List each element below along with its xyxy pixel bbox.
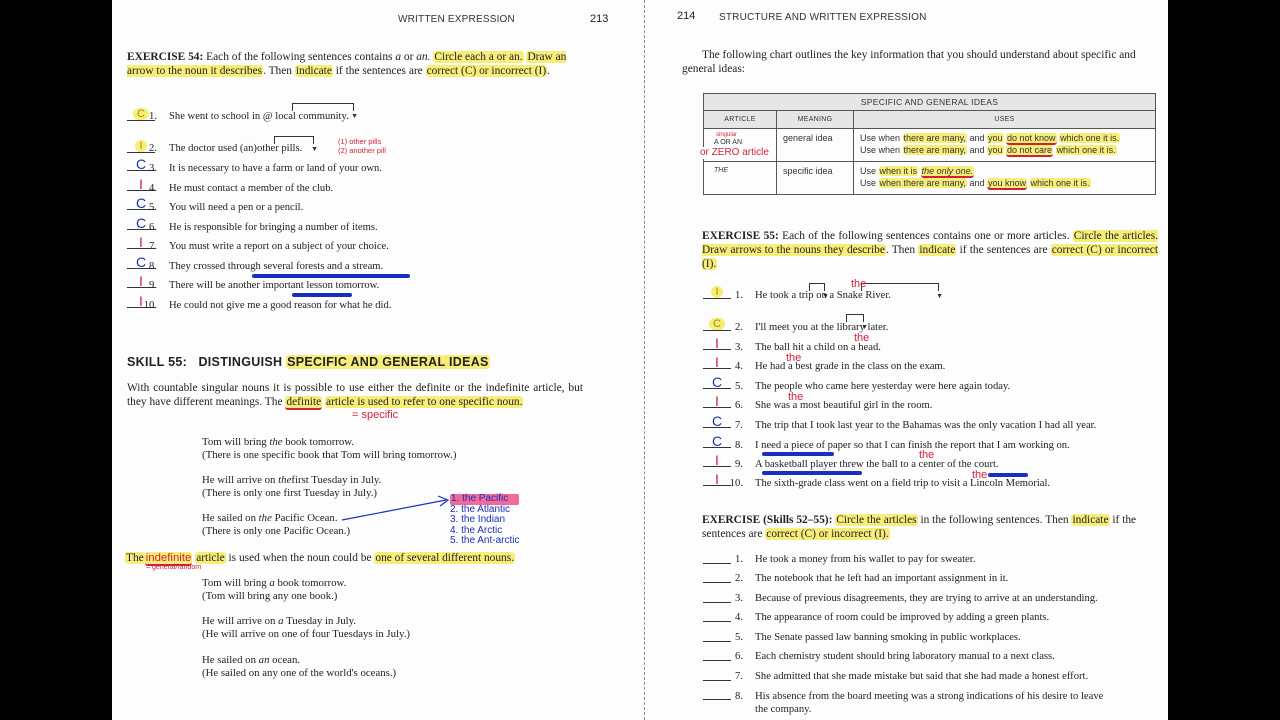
- exercise-item: 6. Each chemistry student should bring laboratory manual to a next class.: [735, 651, 1055, 662]
- example-block: He sailed on an ocean. (He sailed on any one of the world's oceans.): [202, 654, 397, 679]
- answer-blank[interactable]: I: [127, 139, 155, 153]
- correction-note: the: [788, 391, 804, 403]
- highlight: Draw an arrow to the noun it describes: [127, 51, 567, 77]
- blue-arrow-annotation: [252, 274, 410, 278]
- specific-general-chart: [700, 93, 1156, 195]
- answer-blank[interactable]: I: [127, 177, 155, 191]
- chart-cell-meaning: specific idea: [777, 162, 854, 195]
- answer-blank[interactable]: C: [703, 375, 731, 389]
- answer-blank[interactable]: C: [127, 196, 155, 210]
- blue-arrow-annotation: [988, 473, 1028, 477]
- answer-blank[interactable]: I: [127, 294, 155, 308]
- example-block: He sailed on the Pacific Ocean. (There is only one Pacific Ocean.): [202, 512, 351, 537]
- example-block: He will arrive on thefirst Tuesday in July. (There is only one first Tuesday in July.): [202, 474, 382, 499]
- answer-blank[interactable]: I: [703, 336, 731, 350]
- exercise-item: 9. There will be another important lesson tomorrow.: [149, 280, 380, 291]
- right-page: [646, 0, 1168, 720]
- exercise-54-instructions: [127, 51, 585, 79]
- handwritten-note: = general/random: [146, 564, 202, 571]
- correction-note: the: [919, 449, 935, 461]
- example-block: Tom will bring a book tomorrow. (Tom will bring any one book.): [202, 577, 347, 602]
- answer-blank[interactable]: C: [127, 157, 155, 171]
- text: a: [395, 51, 402, 63]
- text: or: [403, 51, 414, 63]
- blue-arrow-annotation: [762, 452, 834, 456]
- exercise-item: 1. He took a trip on a Snake River.: [735, 290, 891, 301]
- exercise-item: 9. A basketball player threw the ball to a center of the court.: [735, 459, 999, 470]
- exercise-item: 6. She was a most beautiful girl in the room.: [735, 400, 933, 411]
- exercise-item: 3. The ball hit a child on a head.: [735, 342, 881, 353]
- answer-blank[interactable]: C: [703, 317, 731, 331]
- exercise-item: 5. The people who came here yesterday were here again today.: [735, 381, 1011, 392]
- exercise-item: 1. He took a money from his wallet to pay for sweater.: [735, 554, 976, 565]
- answer-blank[interactable]: I: [703, 453, 731, 467]
- correction-note: the: [786, 352, 802, 364]
- arrow-annotation: [846, 314, 864, 322]
- exercise-item: 4. The appearance of room could be improved by adding a green plants.: [735, 612, 1050, 623]
- blue-arrow-annotation: [292, 293, 352, 297]
- arrow-annotation: [340, 494, 452, 524]
- correction-note: the: [851, 278, 867, 290]
- answer-blank[interactable]: C: [127, 107, 155, 121]
- answer-blank[interactable]: I: [127, 274, 155, 288]
- exercise-item: 7. You must write a report on a subject of your choice.: [149, 241, 389, 252]
- page-divider: [644, 0, 645, 720]
- exercise-item: 3. Because of previous disagreements, they are trying to arrive at an understanding.: [735, 593, 1098, 604]
- page-number: 213: [590, 13, 609, 25]
- handwritten-note: (1) other pills (2) another pill: [338, 137, 386, 155]
- exercise-item: 1. She went to school in @ local community.: [149, 111, 349, 122]
- arrow-annotation: [292, 103, 354, 111]
- exercise-55-instructions: EXERCISE 55: Each of the following sentences contains one or more articles. Circle the articles. Draw arrows to the nouns they describe. Then indicate if the sentences are correct (C) or incorrect (I).: [702, 230, 1159, 270]
- exercise-item: 5. You will need a pen or a pencil.: [149, 202, 304, 213]
- exercise-label: EXERCISE 54:: [127, 51, 204, 63]
- exercise-item: 2. I'll meet you at the library later.: [735, 322, 889, 333]
- answer-blank[interactable]: C: [703, 434, 731, 448]
- exercise-item: 10. He could not give me a good reason for what he did.: [143, 300, 392, 311]
- running-head: STRUCTURE AND WRITTEN EXPRESSION: [719, 12, 927, 23]
- running-head: WRITTEN EXPRESSION: [398, 14, 515, 25]
- exercise-item: 4. He had a best grade in the class on the exam.: [735, 361, 946, 372]
- correction-note: the: [972, 469, 988, 481]
- answer-blank[interactable]: I: [703, 472, 731, 486]
- text: an.: [416, 51, 431, 63]
- example-block: Tom will bring the book tomorrow. (There is one specific book that Tom will bring tomorrow.): [202, 436, 457, 461]
- chart-header: USES: [854, 111, 1156, 129]
- chart-header: ARTICLE: [704, 111, 777, 129]
- indefinite-sentence: The indefinite article is used when the noun could be one of several different nouns.: [126, 552, 515, 564]
- text: Each of the following sentences contains: [206, 51, 393, 63]
- highlight: correct (C) or incorrect (I): [426, 64, 547, 77]
- skill-intro-paragraph: With countable singular nouns it is possible to use either the definite or the indefinite article, but they have different meanings. The definite article is used to refer to one specific noun.: [127, 382, 583, 408]
- exercise-item: 2. The notebook that he left had an important assignment in it.: [735, 573, 1009, 584]
- exercise-item: 7. The trip that I took last year to the Bahamas was the only vacation I had all year.: [735, 420, 1097, 431]
- text: if the sentences are: [335, 64, 423, 77]
- chart-title: SPECIFIC AND GENERAL IDEAS: [704, 94, 1156, 111]
- chart-cell-uses: Use when there are many, and you do not know which one it is. Use when there are many, and you do not care which one it is.: [854, 129, 1156, 162]
- answer-blank[interactable]: C: [127, 255, 155, 269]
- chart-cell-article: THE: [704, 162, 777, 195]
- correction-note: the: [854, 332, 870, 344]
- exercise-item: 8. I need a piece of paper so that I can finish the report that I am working on.: [735, 440, 1070, 451]
- answer-blank[interactable]: I: [703, 394, 731, 408]
- exercise-item: 8. They crossed through several forests and a stream.: [149, 261, 384, 272]
- text: .: [547, 64, 550, 77]
- answer-blank[interactable]: C: [703, 414, 731, 428]
- exercise-item: 8. His absence from the board meeting was a strong indications of his desire to leave the company.: [735, 691, 1104, 715]
- blue-arrow-annotation: [762, 471, 862, 475]
- answer-blank[interactable]: I: [703, 355, 731, 369]
- chart-intro: The following chart outlines the key information that you should understand about specific and general ideas:: [682, 49, 1136, 75]
- answer-blank[interactable]: I: [127, 235, 155, 249]
- exercise-item: 7. She admitted that she made mistake but said that she had made a honest effort.: [735, 671, 1089, 682]
- example-block: He will arrive on a Tuesday in July. (He will arrive on one of four Tuesdays in July.): [202, 615, 411, 640]
- exercise-item: 5. The Senate passed law banning smoking in public workplaces.: [735, 632, 1021, 643]
- chart-cell-meaning: general idea: [777, 129, 854, 162]
- answer-blank[interactable]: C: [127, 216, 155, 230]
- exercise-item: 4. He must contact a member of the club.: [149, 183, 334, 194]
- chart-header: MEANING: [777, 111, 854, 129]
- chart-cell-article: singular A OR AN or ZERO article: [704, 129, 777, 162]
- ocean-list-note: 1. the Pacific 2. the Atlantic 3. the Indian 4. the Arctic 5. the Ant-arctic: [450, 493, 520, 546]
- text: . Then: [263, 64, 292, 77]
- page-number: 214: [677, 10, 696, 22]
- highlight: Circle each a or an.: [434, 51, 523, 63]
- chart-cell-uses: Use when it is the only one. Use when there are many, and you know which one it is.: [854, 162, 1156, 195]
- exercise-item: 3. It is necessary to have a farm or land of your own.: [149, 163, 382, 174]
- answer-blank[interactable]: I: [703, 285, 731, 299]
- left-page: [112, 0, 646, 720]
- exercise-item: 10. The sixth-grade class went on a field trip to visit a Lincoln Memorial.: [729, 478, 1051, 489]
- handwritten-note: = specific: [352, 409, 399, 421]
- highlight: indicate: [295, 64, 332, 77]
- exercise-review-instructions: EXERCISE (Skills 52–55): Circle the articles in the following sentences. Then indicate if the sentences are correct (C) or incorrect (I).: [702, 514, 1137, 540]
- exercise-item: 6. He is responsible for bringing a number of items.: [149, 222, 378, 233]
- skill-heading: SKILL 55: DISTINGUISH SPECIFIC AND GENERAL IDEAS: [127, 355, 489, 369]
- exercise-item: 2. The doctor used (an)other pills.: [149, 143, 303, 154]
